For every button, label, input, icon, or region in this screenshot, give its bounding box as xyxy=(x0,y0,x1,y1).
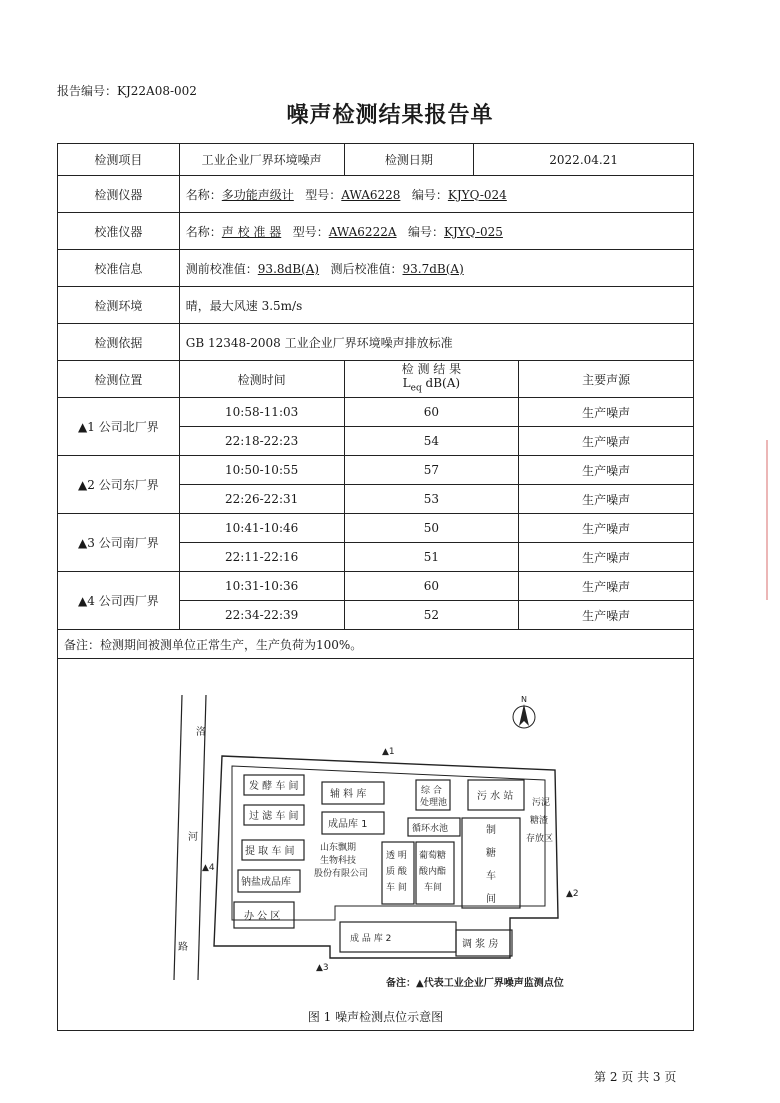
building-label: 发 酵 车 间 xyxy=(249,781,299,792)
measure-time: 10:58-11:03 xyxy=(179,398,344,427)
basis-value: GB 12348-2008 工业企业厂界环境噪声排放标准 xyxy=(179,324,693,361)
road-label: 路 xyxy=(178,942,188,953)
measure-value: 60 xyxy=(344,572,519,601)
measure-value: 51 xyxy=(344,543,519,572)
point-name: ▲3 公司南厂界 xyxy=(58,514,180,572)
calibrator-info: 名称：声 校 准 器 型号：AWA6222A 编号：KJYQ-025 xyxy=(179,213,693,250)
date-value: 2022.04.21 xyxy=(474,144,694,176)
building-label: 成 品 库 2 xyxy=(350,934,392,944)
header-position: 检测位置 xyxy=(58,361,180,398)
env-label: 检测环境 xyxy=(58,287,180,324)
figure-caption: 图 1 噪声检测点位示意图 xyxy=(307,1010,444,1024)
noise-source: 生产噪声 xyxy=(519,601,694,630)
measure-value: 60 xyxy=(344,398,519,427)
building-label: 透 明 xyxy=(386,851,407,861)
measure-time: 22:18-22:23 xyxy=(179,427,344,456)
building-label: 调 浆 房 xyxy=(462,939,499,950)
measure-value: 53 xyxy=(344,485,519,514)
instrument-info: 名称：多功能声级计 型号：AWA6228 编号：KJYQ-024 xyxy=(179,176,693,213)
report-title: 噪声检测结果报告单 xyxy=(286,103,494,128)
building-label: 车 间 xyxy=(386,883,407,893)
building-label: 酸内酯 xyxy=(419,867,447,877)
seal-stamp xyxy=(766,440,780,600)
point-name: ▲1 公司北厂界 xyxy=(58,398,180,456)
noise-source: 生产噪声 xyxy=(519,398,694,427)
measure-time: 22:11-22:16 xyxy=(179,543,344,572)
company-label: 股份有限公司 xyxy=(314,869,369,879)
building-label: 过 滤 车 间 xyxy=(249,811,299,822)
item-label: 检测项目 xyxy=(58,144,180,176)
measure-time: 10:50-10:55 xyxy=(179,456,344,485)
remark: 备注：检测期间被测单位正常生产，生产负荷为100%。 xyxy=(58,630,694,659)
monitor-point-1: ▲1 xyxy=(382,747,395,757)
company-label: 山东飘期 xyxy=(320,843,357,853)
building-label: 钠盐成品库 xyxy=(241,877,291,888)
building-label: 处理池 xyxy=(420,798,448,808)
calib-info-label: 校准信息 xyxy=(58,250,180,287)
point-name: ▲2 公司东厂界 xyxy=(58,456,180,514)
building-label: 提 取 车 间 xyxy=(245,846,295,857)
calibrator-label: 校准仪器 xyxy=(58,213,180,250)
measure-time: 22:26-22:31 xyxy=(179,485,344,514)
building-label: 污 水 站 xyxy=(477,791,514,802)
building-label: 循环水池 xyxy=(412,824,449,834)
date-label: 检测日期 xyxy=(344,144,474,176)
building-label: 办 公 区 xyxy=(244,911,281,922)
building-label: 车 xyxy=(486,871,496,882)
page-number: 第 2 页 共 3 页 xyxy=(594,1070,677,1084)
road-label: 河 xyxy=(188,832,198,843)
building-label: 间 xyxy=(486,894,496,905)
noise-source: 生产噪声 xyxy=(519,543,694,572)
company-label: 生物科技 xyxy=(320,856,357,866)
building-label: 成品库 1 xyxy=(328,819,368,830)
noise-source: 生产噪声 xyxy=(519,514,694,543)
report-number: 报告编号：KJ22A08-002 xyxy=(57,84,197,98)
header-result: 检 测 结 果 $L_{eq}$ dB(A) xyxy=(344,361,519,398)
building-label: 糖 xyxy=(486,848,496,859)
building-label: 车间 xyxy=(424,883,443,893)
measure-time: 22:34-22:39 xyxy=(179,601,344,630)
item-value: 工业企业厂界环境噪声 xyxy=(179,144,344,176)
building-label: 综 合 xyxy=(421,786,442,796)
map-note: 备注：▲代表工业企业厂界噪声监测点位 xyxy=(386,978,564,989)
measure-value: 52 xyxy=(344,601,519,630)
building-label: 糖渣 xyxy=(530,816,549,826)
road-label: 洛 xyxy=(196,727,206,738)
monitor-point-2: ▲2 xyxy=(566,889,579,899)
measure-value: 54 xyxy=(344,427,519,456)
measure-value: 57 xyxy=(344,456,519,485)
building-label: 污泥 xyxy=(532,798,551,808)
monitor-point-4: ▲4 xyxy=(202,863,215,873)
instrument-label: 检测仪器 xyxy=(58,176,180,213)
measure-time: 10:31-10:36 xyxy=(179,572,344,601)
north-label: N xyxy=(521,695,527,704)
calib-info: 测前校准值：93.8dB(A) 测后校准值：93.7dB(A) xyxy=(179,250,693,287)
noise-source: 生产噪声 xyxy=(519,456,694,485)
north-arrow-icon xyxy=(519,704,529,726)
header-time: 检测时间 xyxy=(179,361,344,398)
noise-source: 生产噪声 xyxy=(519,427,694,456)
noise-source: 生产噪声 xyxy=(519,572,694,601)
building-label: 辅 料 库 xyxy=(330,789,367,800)
building-label: 存放区 xyxy=(526,834,554,844)
building-label: 质 酸 xyxy=(386,867,407,877)
env-value: 晴，最大风速 3.5m/s xyxy=(179,287,693,324)
header-source: 主要声源 xyxy=(519,361,694,398)
building-label: 葡萄糖 xyxy=(419,851,447,861)
road-edge xyxy=(174,695,182,980)
measure-time: 10:41-10:46 xyxy=(179,514,344,543)
point-name: ▲4 公司西厂界 xyxy=(58,572,180,630)
measure-value: 50 xyxy=(344,514,519,543)
noise-source: 生产噪声 xyxy=(519,485,694,514)
results-table xyxy=(57,143,694,659)
site-map xyxy=(170,690,590,990)
basis-label: 检测依据 xyxy=(58,324,180,361)
building-label: 制 xyxy=(486,825,496,836)
monitor-point-3: ▲3 xyxy=(316,963,329,973)
